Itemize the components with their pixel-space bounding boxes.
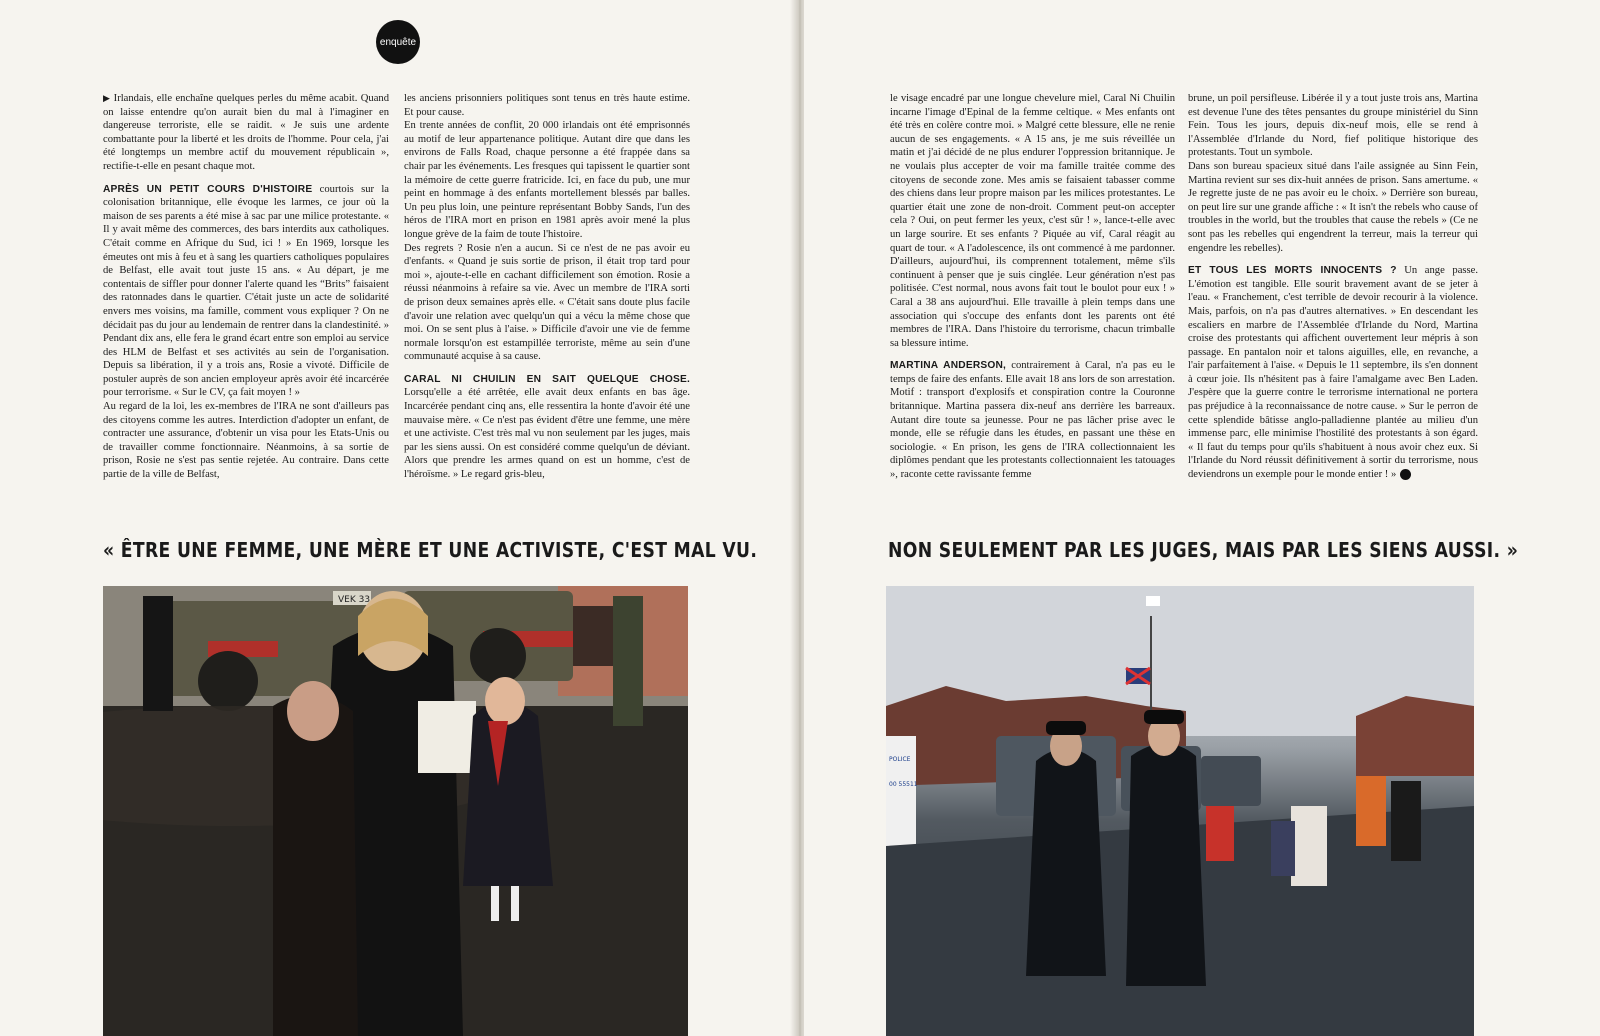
paragraph: Dans son bureau spacieux situé dans l'aile assignée au Sinn Fein, Martina revient sur ses dix-huit années de prison. Sans amertume. « Je regrette juste de ne pas avoir eu le choix. » Derrière son bureau, on peut lire sur une grande affiche : « It isn't the rebels who cause of troubles in the world, but the troubles that cause the rebels » (Ce ne sont pas les rebelles qui engendrent la terreur, mais la terreur qui engendre les rebelles).: [1188, 160, 1478, 254]
paragraph: brune, un poil persifleuse. Libérée il y a tout juste trois ans, Martina est devenue l'une des têtes pensantes du groupe ministériel du Sinn Fein. Tous les jours, depuis dix-neuf mois, elle se rend à l'Assemblée d'Irlande du Nord, fief politique historique des protestants. Tout un symbole.: [1188, 93, 1478, 159]
paragraph: ET TOUS LES MORTS INNOCENTS ? Un ange passe. L'émotion est tangible. Elle sourit bravement avant de se jeter à l'eau. « Franchement, c'est terrible de devoir recourir à la violence. Mais, parfois, on n'a pas d'autres alternatives. » En descendant les escaliers en marbre de l'Assemblée d'Irlande du Nord, Martina croise des protestants qui affichent ouvertement leur mépris à son passage. En pantalon noir et talons aiguilles, elle, en revanche, a l'air parfaitement à l'aise. « Depuis le 11 septembre, ils s'en donnent à cœur joie. Ils n'hésitent pas à faire l'amalgame avec Ben Laden. J'espère que la guerre contre le terrorisme international ne portera pas préjudice à la reconnaissance de notre cause. » Sur le perron de cette splendide bâtisse anglo-palladienne plantée au milieu d'un immense parc, elle minimise l'hostilité des protestants à son égard. « Il faut du temps pour qu'ils s'habituent à nous avoir chez eux. Si l'Irlande du Nord réussit définitivement à sortir du terrorisme, nous deviendrons un exemple pour le monde entier ! »: [1188, 265, 1478, 481]
paragraph: ▶ Irlandais, elle enchaîne quelques perles du même acabit. Quand on laisse entendre qu'on aurait bien du mal à l'imaginer en dangereuse terroriste, elle se raidit. « Je suis une ardente combattante pour la liberté et les droits de l'homme. Pour cela, j'ai été longtemps un membre actif du mouvement républicain », rectifie-t-elle en pesant chaque mot.: [103, 93, 389, 172]
pull-quote-right: NON SEULEMENT PAR LES JUGES, MAIS PAR LES SIENS AUSSI. »: [888, 538, 1519, 562]
article-column-3: [890, 92, 1175, 530]
photo-illustration: [103, 586, 688, 1036]
paragraph: CARAL NI CHUILIN EN SAIT QUELQUE CHOSE. Lorsqu'elle a été arrêtée, elle avait deux enfants en bas âge. Incarcérée pendant cinq ans, elle ressentira la honte d'avoir été une mauvaise mère. « Ce n'est pas évident d'être une femme, une mère et une activiste. C'est très mal vu non seulement par les juges, mais par les siens aussi. On est considéré comme quelqu'un de déviant. Alors que prendre les armes quand on est un homme, c'est de l'héroïsme. » Le regard gris-bleu,: [404, 373, 690, 481]
section-badge: enquête: [376, 20, 420, 64]
article-column-2: [404, 92, 690, 530]
van-label-text: POLICE: [889, 756, 911, 763]
photo-illustration: [886, 586, 1474, 1036]
paragraph: Au regard de la loi, les ex-membres de l'IRA ne sont d'ailleurs pas des citoyens comme les autres. Interdiction d'adopter un enfant, de contracter une assurance, d'obtenir un visa pour les Etats-Unis ou de travailler comme fonctionnaire. Néanmoins, à sa sortie de prison, Rosie ne s'est pas sentie rejetée. Au contraire. Dans cette partie de la ville de Belfast,: [103, 401, 389, 481]
van-number-text: 00 55511: [889, 781, 918, 788]
article-column-1: [103, 92, 389, 530]
paragraph: En trente années de conflit, 20 000 irlandais ont été emprisonnés au motif de leur appartenance politique. Autant dire que dans les environs de Falls Road, chaque personne a été frappée dans sa chair par les événements. Les fresques qui tapissent le quartier sont la mémoire de cette guerre fratricide. Ici, en face du pub, une mur peint en hommage à des enfants mortellement blessés par balles. Un peu plus loin, une peinture représentant Bobby Sands, l'un des héros de l'IRA mort en prison en 1981 après avoir mené la plus longue grève de la faim de toute l'histoire.: [404, 120, 690, 240]
photo-police-street-belfast: [886, 586, 1474, 1036]
paragraph: MARTINA ANDERSON, contrairement à Caral, n'a pas eu le temps de faire des enfants. Elle avait 18 ans lors de son arrestation. Motif : transport d'explosifs et conspiration contre la Couronne britannique. Martina passera dix-neuf ans derrière les barreaux. Autant dire toute sa jeunesse. Pour ne pas lâcher prise avec le monde, elle se réfugie dans les études, en passant une thèse en sociologie. « En prison, les gens de l'IRA collectionnaient les diplômes pendant que les protestants collectionnaient les tatouages », raconte cette ravissante femme: [890, 360, 1175, 481]
left-page: [0, 0, 796, 1036]
paragraph: APRÈS UN PETIT COURS D'HISTOIRE courtois sur la colonisation britannique, elle évoque les larmes, ce jour où la maison de ses parents a été mise à sac par une milice protestante. « Il y avait même des commerces, des bars interdits aux catholiques. C'était comme en Afrique du Sud, ici ! » En 1969, lorsque les émeutes ont mis à feu et à sang les quartiers catholiques populaires de Belfast, elle avait tout juste 15 ans. « Au départ, je me contentais de siffler pour donner l'alerte quand les “Brits” faisaient des ratonnades dans le quartier. C'était juste un acte de solidarité envers mes voisins, ma famille, comment vous expliquer ? On ne décidait pas du jour au lendemain de rentrer dans la clandestinité. » Pendant dix ans, elle fera le grand écart entre son emploi au service des HLM de Belfast et ses activités au sein de l'organisation. Depuis sa libération, il y a trois ans, Rosie a vivoté. Difficile de postuler auprès de son ancien employeur après avoir été incarcérée pour terrorisme. « Sur le CV, ça fait moyen ! »: [103, 183, 389, 399]
paragraph: le visage encadré par une longue chevelure miel, Caral Ni Chuilin incarne l'image d'Epinal de la femme celtique. « Mes enfants ont été très en colère contre moi. » Malgré cette blessure, elle ne renie aucun de ses engagements. « A 15 ans, je me suis réveillée un matin et j'ai décidé de ne plus endurer l'oppression britannique. Je ne voulais plus accepter de voir ma famille traitée comme des citoyens de seconde zone. Mes amis se faisaient tabasser comme des chiens dans leur propre maison par les milices protestantes. Le quartier était une zone de non-droit. Comment peut-on accepter cela ? Oui, on peut fermer les yeux, c'est sûr ! », lance-t-elle avec un large sourire. Et ses enfants ? Piquée au vif, Caral réagit au quart de tour. « A l'adolescence, ils ont commencé à me pardonner. D'ailleurs, aujourd'hui, ils comprennent totalement, même s'ils continuent à penser que je suis cinglée. Leur génération n'est pas politisée. C'est normal, nous avons fait tout le boulot pour eux ! » Caral a 38 ans aujourd'hui. Elle travaille à plein temps dans une association qui s'occupe des enfants dont les parents ont été membres de l'IRA. Dans l'histoire du terrorisme, chacun trimballe sa blessure intime.: [890, 93, 1175, 349]
section-lead: MARTINA ANDERSON,: [890, 360, 1007, 372]
pull-quote-left: « ÊTRE UNE FEMME, UNE MÈRE ET UNE ACTIVISTE, C'EST MAL VU.: [103, 538, 758, 562]
paragraph: Des regrets ? Rosie n'en a aucun. Si ce n'est de ne pas avoir eu d'enfants. « Quand je suis sortie de prison, il était trop tard pour moi », ajoute-t-elle en cachant difficilement son émotion. Rosie a réussi néanmoins à refaire sa vie. Avec un membre de l'IRA sorti de prison deux semaines après elle. « C'était sans doute plus facile d'avoir une relation avec quelqu'un qui a vécu la même chose que moi. On se sent plus à l'aise. » Difficile d'avoir une vie de femme normale lorsqu'on est estampillée terroriste, même au sein d'une communauté acquise à sa cause.: [404, 242, 690, 363]
end-of-article-icon: [1400, 469, 1411, 480]
section-lead: APRÈS UN PETIT COURS D'HISTOIRE: [103, 183, 313, 195]
right-page: [804, 0, 1600, 1036]
photo-belfast-street-soldiers: [103, 586, 688, 1036]
vehicle-sign-text: VEK 33: [338, 595, 371, 605]
paragraph: les anciens prisonniers politiques sont tenus en très haute estime. Et pour cause.: [404, 93, 690, 118]
section-lead: CARAL NI CHUILIN EN SAIT QUELQUE CHOSE.: [404, 373, 690, 385]
section-lead: ET TOUS LES MORTS INNOCENTS ?: [1188, 265, 1397, 277]
continuation-arrow-icon: ▶: [103, 93, 111, 103]
article-column-4: [1188, 92, 1478, 530]
